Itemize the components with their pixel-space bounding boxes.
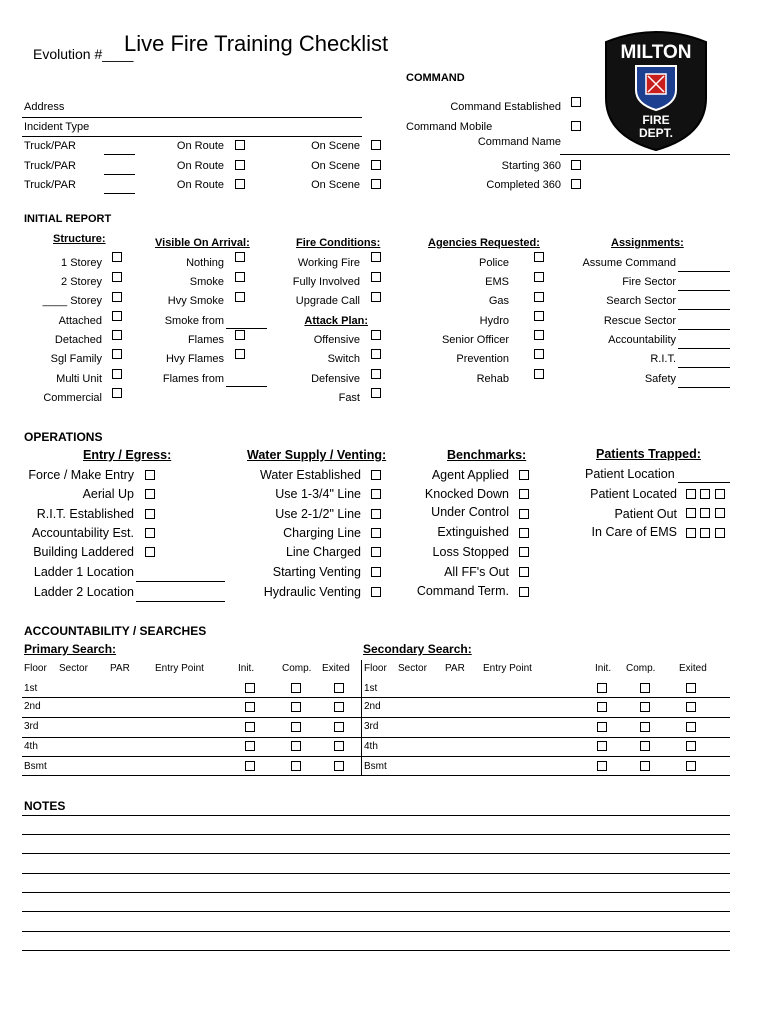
truck-par-blank[interactable] xyxy=(104,193,135,194)
secondary-init-checkbox[interactable] xyxy=(597,702,607,712)
truck-par-label: Truck/PAR xyxy=(24,140,76,152)
water-checkbox[interactable] xyxy=(371,489,381,499)
primary-comp-checkbox[interactable] xyxy=(291,741,301,751)
primary-exited-checkbox[interactable] xyxy=(334,683,344,693)
command-name-label: Command Name xyxy=(477,136,561,148)
benchmark-item: Knocked Down xyxy=(424,487,509,501)
benchmark-item: All FF's Out xyxy=(444,565,509,579)
command-established-label: Command Established xyxy=(450,101,561,113)
floor-label: Bsmt xyxy=(24,761,47,772)
visible-heading: Visible On Arrival: xyxy=(155,237,250,249)
structure-item: 2 Storey xyxy=(61,276,102,288)
command-heading: COMMAND xyxy=(406,72,465,84)
structure-checkbox[interactable] xyxy=(112,388,122,398)
patient-checkbox[interactable] xyxy=(700,528,710,538)
visible-item: Smoke from xyxy=(164,315,224,327)
patient-item: Patient Located xyxy=(590,487,677,501)
water-checkbox[interactable] xyxy=(371,470,381,480)
assignment-blank[interactable] xyxy=(678,329,730,330)
floor-label: 2nd xyxy=(364,701,381,712)
agencies-item: Senior Officer xyxy=(441,334,509,346)
attack-plan-checkbox[interactable] xyxy=(371,330,381,340)
accountability-heading: ACCOUNTABILITY / SEARCHES xyxy=(24,624,207,638)
floor-label: 2nd xyxy=(24,701,41,712)
row-line xyxy=(22,756,730,757)
secondary-comp-checkbox[interactable] xyxy=(640,683,650,693)
command-established-checkbox[interactable] xyxy=(571,97,581,107)
initial-report-heading: INITIAL REPORT xyxy=(24,213,112,225)
agencies-item: Prevention xyxy=(456,353,509,365)
address-label: Address xyxy=(24,101,65,113)
benchmark-checkbox[interactable] xyxy=(519,489,529,499)
primary-init-checkbox[interactable] xyxy=(245,741,255,751)
smoke-from-blank[interactable] xyxy=(226,328,267,329)
secondary-comp-checkbox[interactable] xyxy=(640,702,650,712)
secondary-exited-checkbox[interactable] xyxy=(686,683,696,693)
agencies-item: Rehab xyxy=(476,373,509,385)
evolution-label: Evolution #____ xyxy=(33,46,134,62)
structure-checkbox[interactable] xyxy=(112,252,122,262)
benchmark-item: Agent Applied xyxy=(431,468,509,482)
on-scene-checkbox[interactable] xyxy=(371,140,381,150)
command-mobile-checkbox[interactable] xyxy=(571,121,581,131)
col-exited: Exited xyxy=(322,663,350,674)
visible-checkbox[interactable] xyxy=(235,292,245,302)
benchmark-checkbox[interactable] xyxy=(519,567,529,577)
benchmark-item: Command Term. xyxy=(416,584,509,598)
patient-checkbox[interactable] xyxy=(686,508,696,518)
starting-360-label: Starting 360 xyxy=(501,160,561,172)
secondary-comp-checkbox[interactable] xyxy=(640,741,650,751)
logo-text-top: MILTON xyxy=(620,42,692,63)
patients-trapped-heading: Patients Trapped: xyxy=(596,447,701,461)
visible-checkbox[interactable] xyxy=(235,349,245,359)
page-title: Live Fire Training Checklist xyxy=(124,31,389,56)
assignment-blank[interactable] xyxy=(678,309,730,310)
primary-comp-checkbox[interactable] xyxy=(291,683,301,693)
assignments-item: Rescue Sector xyxy=(603,315,676,327)
water-item: Use 1-3/4" Line xyxy=(275,487,361,501)
entry-checkbox[interactable] xyxy=(145,509,155,519)
structure-item: Attached xyxy=(58,315,102,327)
col-par: PAR xyxy=(110,663,130,674)
agencies-item: Gas xyxy=(488,295,509,307)
primary-comp-checkbox[interactable] xyxy=(291,761,301,771)
structure-item: Commercial xyxy=(43,392,102,404)
attack-plan-checkbox[interactable] xyxy=(371,388,381,398)
water-item: Charging Line xyxy=(283,526,361,540)
col-par: PAR xyxy=(445,663,465,674)
row-line xyxy=(22,717,730,718)
entry-item: Aerial Up xyxy=(82,487,134,501)
attack-plan-heading: Attack Plan: xyxy=(304,315,368,327)
floor-label: 1st xyxy=(24,683,38,694)
assignment-blank[interactable] xyxy=(678,367,730,368)
on-scene-checkbox[interactable] xyxy=(371,160,381,170)
ladder-location-blank[interactable] xyxy=(136,601,225,602)
notes-heading: NOTES xyxy=(24,799,66,813)
patient-item: Patient Out xyxy=(614,507,677,521)
notes-line[interactable] xyxy=(22,950,730,951)
assignments-item: Search Sector xyxy=(606,295,676,307)
agencies-checkbox[interactable] xyxy=(534,272,544,282)
row-line xyxy=(22,737,730,738)
water-item: Line Charged xyxy=(285,545,361,559)
assignment-blank[interactable] xyxy=(678,271,730,272)
assignments-heading: Assignments: xyxy=(611,237,684,249)
agencies-item: Hydro xyxy=(479,315,509,327)
attack-plan-item: Fast xyxy=(338,392,360,404)
secondary-search-heading: Secondary Search: xyxy=(363,642,472,656)
entry-checkbox[interactable] xyxy=(145,528,155,538)
col-sector: Sector xyxy=(59,663,88,674)
attack-plan-item: Offensive xyxy=(313,334,360,346)
benchmark-item: Loss Stopped xyxy=(432,545,509,559)
truck-par-label: Truck/PAR xyxy=(24,179,76,191)
benchmark-checkbox[interactable] xyxy=(519,509,529,519)
primary-exited-checkbox[interactable] xyxy=(334,702,344,712)
table-divider xyxy=(361,660,362,776)
col-entry-point: Entry Point xyxy=(483,663,532,674)
patient-checkbox[interactable] xyxy=(715,508,725,518)
benchmark-checkbox[interactable] xyxy=(519,470,529,480)
floor-label: 4th xyxy=(24,741,38,752)
incident-type-line[interactable] xyxy=(22,136,362,137)
col-sector: Sector xyxy=(398,663,427,674)
logo-text-fire: FIRE xyxy=(642,113,670,127)
secondary-init-checkbox[interactable] xyxy=(597,741,607,751)
water-item: Starting Venting xyxy=(272,565,361,579)
patient-checkbox[interactable] xyxy=(715,489,725,499)
attack-plan-item: Switch xyxy=(327,353,360,365)
structure-heading: Structure: xyxy=(53,233,106,245)
entry-item: Accountability Est. xyxy=(31,526,134,540)
water-supply-heading: Water Supply / Venting: xyxy=(247,448,387,462)
fire-conditions-checkbox[interactable] xyxy=(371,272,381,282)
structure-checkbox[interactable] xyxy=(112,369,122,379)
secondary-exited-checkbox[interactable] xyxy=(686,741,696,751)
fire-conditions-item: Fully Involved xyxy=(292,276,360,288)
completed-360-checkbox[interactable] xyxy=(571,179,581,189)
fire-conditions-heading: Fire Conditions: xyxy=(296,237,381,249)
fire-conditions-checkbox[interactable] xyxy=(371,292,381,302)
primary-init-checkbox[interactable] xyxy=(245,722,255,732)
visible-checkbox[interactable] xyxy=(235,272,245,282)
benchmarks-heading: Benchmarks: xyxy=(447,448,527,462)
floor-label: 3rd xyxy=(364,721,379,732)
agencies-checkbox[interactable] xyxy=(534,252,544,262)
secondary-init-checkbox[interactable] xyxy=(597,761,607,771)
on-scene-label: On Scene xyxy=(311,179,360,191)
notes-line[interactable] xyxy=(22,873,730,874)
agencies-checkbox[interactable] xyxy=(534,330,544,340)
secondary-exited-checkbox[interactable] xyxy=(686,722,696,732)
primary-comp-checkbox[interactable] xyxy=(291,702,301,712)
on-scene-label: On Scene xyxy=(311,160,360,172)
entry-egress-heading: Entry / Egress: xyxy=(83,448,172,462)
visible-item: Nothing xyxy=(186,257,224,269)
structure-checkbox[interactable] xyxy=(112,349,122,359)
water-checkbox[interactable] xyxy=(371,567,381,577)
on-route-checkbox[interactable] xyxy=(235,140,245,150)
benchmark-checkbox[interactable] xyxy=(519,528,529,538)
visible-item: Smoke xyxy=(189,276,224,288)
water-checkbox[interactable] xyxy=(371,547,381,557)
assignment-blank[interactable] xyxy=(678,348,730,349)
secondary-exited-checkbox[interactable] xyxy=(686,761,696,771)
address-line[interactable] xyxy=(22,117,362,118)
milton-fire-dept-logo-icon xyxy=(600,28,712,152)
visible-item: Flames from xyxy=(162,373,224,385)
floor-label: 1st xyxy=(364,683,378,694)
structure-item: Multi Unit xyxy=(56,373,102,385)
patient-checkbox[interactable] xyxy=(700,489,710,499)
agencies-checkbox[interactable] xyxy=(534,311,544,321)
entry-checkbox[interactable] xyxy=(145,470,155,480)
col-entry-point: Entry Point xyxy=(155,663,204,674)
secondary-init-checkbox[interactable] xyxy=(597,722,607,732)
assignment-blank[interactable] xyxy=(678,387,730,388)
row-line xyxy=(22,697,730,698)
attack-plan-checkbox[interactable] xyxy=(371,369,381,379)
starting-360-checkbox[interactable] xyxy=(571,160,581,170)
command-name-line[interactable] xyxy=(560,154,730,155)
entry-checkbox[interactable] xyxy=(145,489,155,499)
operations-heading: OPERATIONS xyxy=(24,430,103,444)
on-scene-label: On Scene xyxy=(311,140,360,152)
assignments-item: Safety xyxy=(644,373,676,385)
entry-item: R.I.T. Established xyxy=(36,507,134,521)
visible-item: Hvy Smoke xyxy=(167,295,224,307)
entry-item: Force / Make Entry xyxy=(28,468,134,482)
structure-checkbox[interactable] xyxy=(112,330,122,340)
ladder-location-blank[interactable] xyxy=(136,581,225,582)
secondary-exited-checkbox[interactable] xyxy=(686,702,696,712)
on-route-label: On Route xyxy=(176,160,224,172)
col-floor: Floor xyxy=(24,663,47,674)
structure-item: ____ Storey xyxy=(42,295,102,307)
notes-line[interactable] xyxy=(22,931,730,932)
floor-label: 3rd xyxy=(24,721,39,732)
primary-init-checkbox[interactable] xyxy=(245,683,255,693)
col-init: Init. xyxy=(238,663,255,674)
command-mobile-label: Command Mobile xyxy=(406,121,493,133)
completed-360-label: Completed 360 xyxy=(486,179,561,191)
water-checkbox[interactable] xyxy=(371,509,381,519)
agencies-item: EMS xyxy=(485,276,509,288)
visible-checkbox[interactable] xyxy=(235,252,245,262)
floor-label: Bsmt xyxy=(364,761,387,772)
structure-item: 1 Storey xyxy=(61,257,102,269)
structure-checkbox[interactable] xyxy=(112,292,122,302)
patient-checkbox[interactable] xyxy=(700,508,710,518)
benchmark-item: Extinguished xyxy=(437,525,509,539)
water-item: Hydraulic Venting xyxy=(263,585,361,599)
col-comp: Comp. xyxy=(282,663,312,674)
patient-checkbox[interactable] xyxy=(715,528,725,538)
entry-checkbox[interactable] xyxy=(145,547,155,557)
notes-line[interactable] xyxy=(22,892,730,893)
entry-item: Building Laddered xyxy=(33,545,134,559)
truck-par-blank[interactable] xyxy=(104,174,135,175)
patient-checkbox[interactable] xyxy=(686,489,696,499)
primary-comp-checkbox[interactable] xyxy=(291,722,301,732)
notes-line[interactable] xyxy=(22,834,730,835)
structure-item: Sgl Family xyxy=(50,353,102,365)
benchmark-item: Under Control xyxy=(431,505,509,519)
notes-line[interactable] xyxy=(22,815,730,816)
row-line xyxy=(22,775,730,776)
assignments-item: Accountability xyxy=(608,334,676,346)
agencies-checkbox[interactable] xyxy=(534,349,544,359)
notes-line[interactable] xyxy=(22,911,730,912)
secondary-comp-checkbox[interactable] xyxy=(640,761,650,771)
truck-par-blank[interactable] xyxy=(104,154,135,155)
floor-label: 4th xyxy=(364,741,378,752)
benchmark-checkbox[interactable] xyxy=(519,547,529,557)
on-route-label: On Route xyxy=(176,140,224,152)
logo-text-dept: DEPT. xyxy=(638,126,674,140)
patient-item: In Care of EMS xyxy=(591,525,677,539)
col-exited: Exited xyxy=(679,663,707,674)
fire-conditions-item: Upgrade Call xyxy=(295,295,360,307)
primary-exited-checkbox[interactable] xyxy=(334,761,344,771)
ladder-location-label: Ladder 1 Location xyxy=(33,565,134,579)
secondary-init-checkbox[interactable] xyxy=(597,683,607,693)
agencies-item: Police xyxy=(479,257,509,269)
visible-item: Flames xyxy=(187,334,224,346)
fire-conditions-item: Working Fire xyxy=(297,257,360,269)
assignments-item: Assume Command xyxy=(582,257,676,269)
patient-location-blank[interactable] xyxy=(678,482,730,483)
water-item: Water Established xyxy=(260,468,361,482)
fire-conditions-checkbox[interactable] xyxy=(371,252,381,262)
attack-plan-checkbox[interactable] xyxy=(371,349,381,359)
on-route-label: On Route xyxy=(176,179,224,191)
primary-exited-checkbox[interactable] xyxy=(334,722,344,732)
col-floor: Floor xyxy=(364,663,387,674)
primary-init-checkbox[interactable] xyxy=(245,761,255,771)
on-route-checkbox[interactable] xyxy=(235,179,245,189)
on-scene-checkbox[interactable] xyxy=(371,179,381,189)
incident-type-label: Incident Type xyxy=(24,121,90,133)
attack-plan-item: Defensive xyxy=(311,373,360,385)
patient-location-label: Patient Location xyxy=(585,467,675,481)
structure-checkbox[interactable] xyxy=(112,272,122,282)
benchmark-checkbox[interactable] xyxy=(519,587,529,597)
primary-init-checkbox[interactable] xyxy=(245,702,255,712)
primary-search-heading: Primary Search: xyxy=(24,642,117,656)
assignments-item: Fire Sector xyxy=(622,276,676,288)
visible-item: Hvy Flames xyxy=(165,353,224,365)
water-item: Use 2-1/2" Line xyxy=(275,507,361,521)
agencies-checkbox[interactable] xyxy=(534,369,544,379)
visible-checkbox[interactable] xyxy=(235,330,245,340)
water-checkbox[interactable] xyxy=(371,528,381,538)
structure-item: Detached xyxy=(54,334,102,346)
truck-par-label: Truck/PAR xyxy=(24,160,76,172)
water-checkbox[interactable] xyxy=(371,587,381,597)
col-init: Init. xyxy=(595,663,612,674)
ladder-location-label: Ladder 2 Location xyxy=(33,585,134,599)
assignments-item: R.I.T. xyxy=(650,353,676,365)
patient-checkbox[interactable] xyxy=(686,528,696,538)
structure-checkbox[interactable] xyxy=(112,311,122,321)
primary-exited-checkbox[interactable] xyxy=(334,741,344,751)
notes-line[interactable] xyxy=(22,853,730,854)
assignment-blank[interactable] xyxy=(678,290,730,291)
flames-from-blank[interactable] xyxy=(226,386,267,387)
secondary-comp-checkbox[interactable] xyxy=(640,722,650,732)
agencies-checkbox[interactable] xyxy=(534,292,544,302)
col-comp: Comp. xyxy=(626,663,656,674)
on-route-checkbox[interactable] xyxy=(235,160,245,170)
agencies-heading: Agencies Requested: xyxy=(428,237,540,249)
